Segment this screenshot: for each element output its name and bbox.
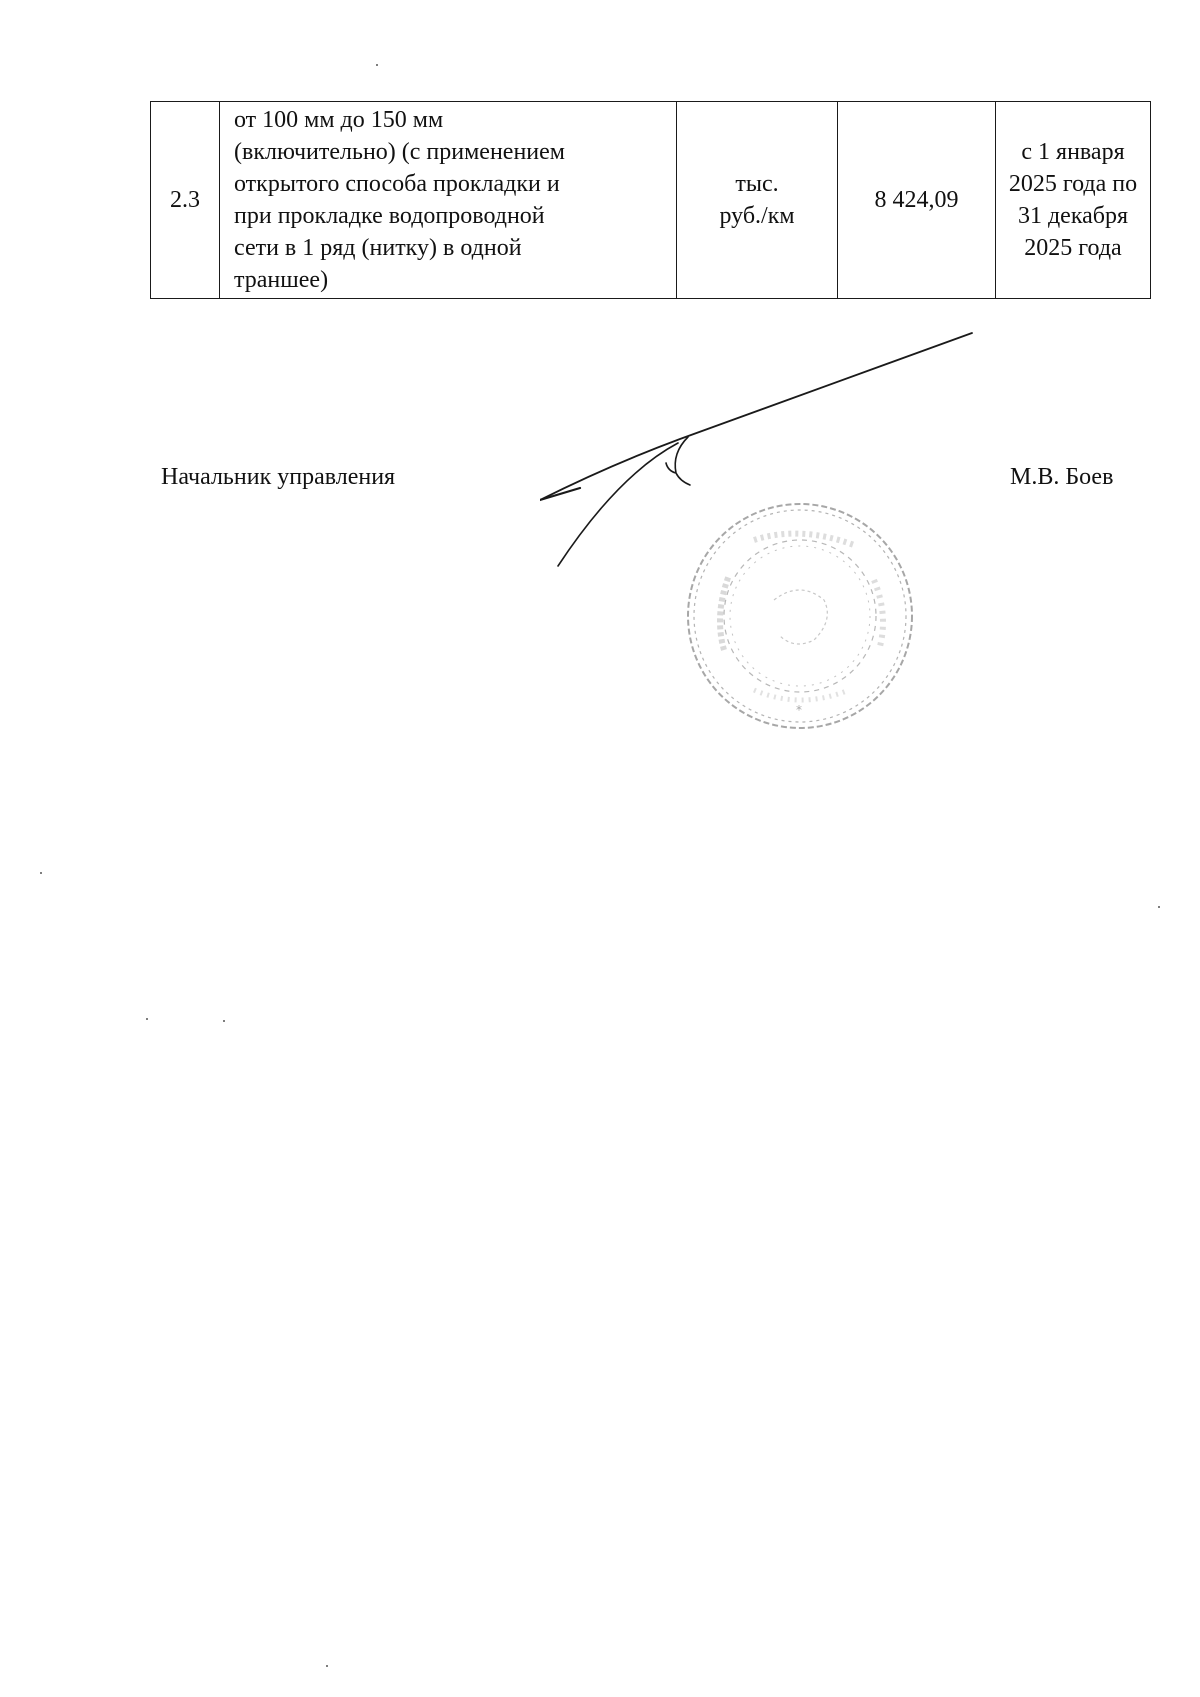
tariff-table (150, 101, 1151, 299)
scan-speck (40, 872, 42, 874)
svg-text:*: * (796, 703, 802, 717)
signatory-position: Начальник управления (161, 464, 396, 490)
table-row (151, 102, 1151, 299)
row-description-cell: от 100 мм до 150 мм (включительно) (с применением открытого способа прокладки и при прокладке водопроводной сети в 1 ряд (нитку) в одной траншее) (220, 102, 677, 299)
scan-speck (1158, 906, 1160, 908)
scan-speck (223, 1020, 225, 1022)
signatory-name: М.В. Боев (1010, 464, 1114, 490)
scan-speck (326, 1665, 328, 1667)
row-unit-cell: тыс. руб./км (677, 102, 838, 299)
official-stamp (684, 500, 916, 732)
row-value-cell: 8 424,09 (838, 102, 996, 299)
row-number-cell: 2.3 (151, 102, 220, 299)
scan-speck (146, 1018, 148, 1020)
row-period-cell: с 1 января 2025 года по 31 декабря 2025 года (996, 102, 1151, 299)
scan-speck (376, 64, 378, 66)
